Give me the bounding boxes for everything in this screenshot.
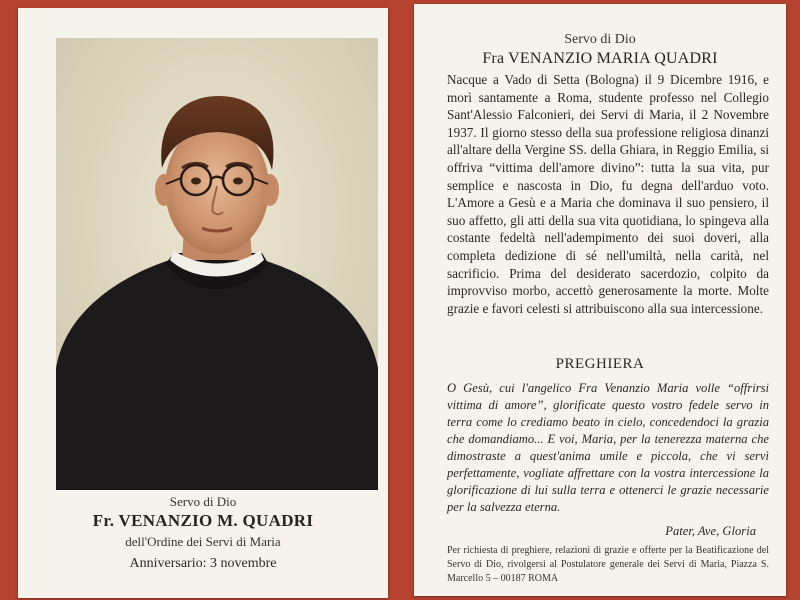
- biography-text: Nacque a Vado di Setta (Bologna) il 9 Dicembre 1916, e morì santamente a Roma, studente professo nel Collegio Sant'Alessio Falconieri, dei Servi di Maria, il 2 Novembre 1937. Il giorno stesso della sua professione religiosa dinanzi all'altare della Vergine SS. della Ghiara, in Reggio Emilia, si offriva “vittima dell'amore divino”: tutta la sua vita, pur semplice e nascosta in Dio, fu degna dell'arduo voto. L'Amore a Gesù e a Maria che dominava il suo pensiero, il suo affetto, gli atti della sua vita quotidiana, lo spingeva alla costante fedeltà nell'adempimento dei suoi doveri, alla completa dedizione di sé nell'umiltà, nella carità, nel sacrificio. Prima del desiderato sacerdozio, colpito da improvviso morbo, accettò generosamente la morte. Molte grazie e favori celesti si attribuiscono alla sua intercessione.: [447, 72, 769, 316]
- front-servo-label: Servo di Dio: [169, 494, 237, 509]
- holy-card-back: [414, 4, 786, 596]
- portrait-illustration: [56, 38, 378, 490]
- prayer-heading: PREGHIERA: [555, 356, 645, 372]
- holy-card-front: [18, 8, 388, 598]
- right-eye: [233, 178, 243, 185]
- back-servo-label: Servo di Dio: [564, 32, 636, 47]
- front-anniversary: Anniversario: 3 novembre: [129, 556, 277, 571]
- footer-contact-text: Per richiesta di preghiere, relazioni di grazie e offerte per la Beatificazione del Servo di Dio, rivolgersi al Postulatore generale dei Servi di Maria, Piazza S. Marcello 5 – 00187 ROMA: [447, 545, 769, 584]
- right-ear: [261, 174, 279, 206]
- front-order-label: dell'Ordine dei Servi di Maria: [125, 534, 281, 549]
- prayer-text: O Gesù, cui l'angelico Fra Venanzio Maria volle “offrirsi vittima di amore”, glorificate questo vostro fedele servo in terra come lo crediamo beato in cielo, concedendoci la grazia che domandiamo... E voi, Maria, per la tenerezza materna che dimostraste a quest'anima umile e piccola, che vi servì perfettamente, vogliate affrettare con la vostra intercessione la glorificazione di lui sulla terra e ottenerci le grazie necessarie per la salvezza eterna.: [447, 381, 769, 514]
- closing-prayers: Pater, Ave, Gloria: [665, 524, 756, 538]
- front-name-title: Fr. VENANZIO M. QUADRI: [92, 511, 314, 530]
- left-ear: [155, 174, 173, 206]
- left-eye: [191, 178, 201, 185]
- portrait-photo: [56, 38, 378, 490]
- back-name-title: Fra VENANZIO MARIA QUADRI: [482, 50, 718, 67]
